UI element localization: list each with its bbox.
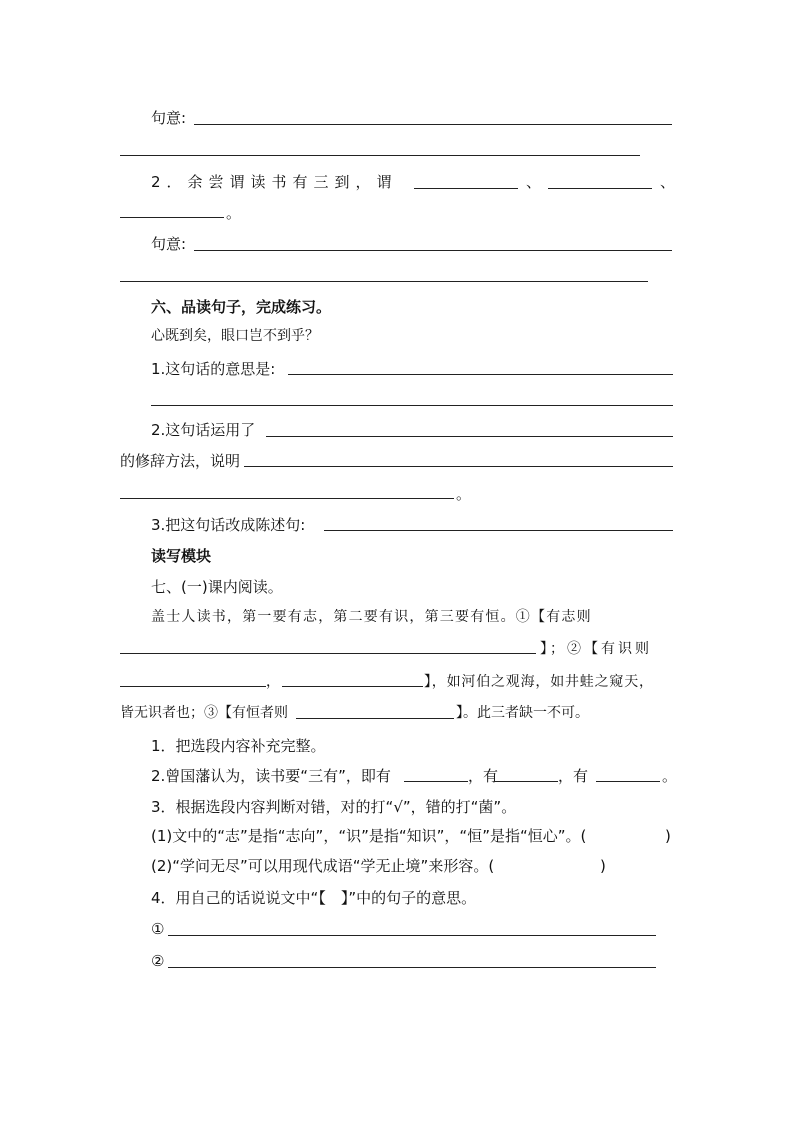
q7-heading: 七、(一)课内阅读。 bbox=[151, 578, 283, 596]
q6-explain-blank-2[interactable] bbox=[120, 498, 454, 499]
passage-line-2-end: 】；②【有识则 bbox=[540, 641, 652, 657]
passage-blank-1[interactable] bbox=[120, 653, 536, 654]
q6-item2-b: 的修辞方法，说明 bbox=[120, 452, 241, 470]
q6-heading: 六、品读句子，完成练习。 bbox=[151, 298, 332, 316]
three-have-blank-3[interactable] bbox=[596, 781, 660, 782]
q7-task2-b: ，有 bbox=[468, 767, 499, 785]
judge-item-1: (1)文中的“志”是指“志向”，“识”是指“知识”，“恒”是指“恒心”。( bbox=[151, 827, 587, 845]
q7-task1: 1．把选段内容补充完整。 bbox=[151, 737, 326, 755]
separator-2: 、 bbox=[660, 173, 676, 191]
period: 。 bbox=[226, 204, 242, 222]
passage-line-4-end: 】。此三者缺一不可。 bbox=[456, 705, 589, 721]
passage-line-1: 盖士人读书，第一要有志，第二要有识，第三要有恒。①【有志则 bbox=[151, 609, 592, 625]
three-to-blank-1[interactable] bbox=[414, 188, 518, 189]
q6-item2-a: 2.这句话运用了 bbox=[151, 421, 256, 439]
meaning-1-blank[interactable] bbox=[194, 124, 672, 125]
q7-task3: 3．根据选段内容判断对错，对的打“√”，错的打“菌”。 bbox=[151, 798, 517, 816]
answer-marker-2: ② bbox=[151, 952, 165, 970]
three-have-blank-1[interactable] bbox=[404, 781, 468, 782]
q6-rhetoric-blank[interactable] bbox=[266, 436, 673, 437]
answer-marker-1: ① bbox=[151, 920, 165, 938]
passage-line-4-start: 皆无识者也；③【有恒者则 bbox=[120, 705, 288, 721]
three-have-blank-2[interactable] bbox=[494, 781, 558, 782]
q6-quote: 心既到矣，眼口岂不到乎？ bbox=[151, 328, 319, 344]
q6-item2-end: 。 bbox=[456, 485, 472, 503]
module-title: 读写模块 bbox=[151, 547, 212, 565]
q6-item1-blank-2[interactable] bbox=[151, 405, 673, 406]
meaning-label-1: 句意: bbox=[151, 109, 187, 127]
judge-item-2: (2)“学问无尽”可以用现代成语“学无止境”来形容。( bbox=[151, 857, 495, 875]
q7-task2-c: ，有 bbox=[558, 767, 589, 785]
answer-blank-2[interactable] bbox=[168, 967, 656, 968]
answer-blank-1[interactable] bbox=[168, 935, 656, 936]
judge-item-1-close: ) bbox=[665, 827, 671, 845]
three-to-blank-2[interactable] bbox=[548, 188, 652, 189]
q6-item1: 1.这句话的意思是: bbox=[151, 360, 276, 378]
three-to-blank-3[interactable] bbox=[120, 217, 224, 218]
q6-explain-blank[interactable] bbox=[244, 466, 673, 467]
q7-task2-d: 。 bbox=[662, 767, 678, 785]
q6-item3: 3.把这句话改成陈述句: bbox=[151, 516, 306, 534]
passage-blank-3[interactable] bbox=[296, 718, 454, 719]
q7-task4: 4．用自己的话说说文中“【 】”中的句子的意思。 bbox=[151, 889, 477, 907]
judge-item-2-close: ) bbox=[600, 857, 606, 875]
q6-item1-blank[interactable] bbox=[288, 374, 673, 375]
separator-1: 、 bbox=[526, 173, 542, 191]
passage-blank-2a[interactable] bbox=[120, 686, 266, 687]
passage-comma: ， bbox=[266, 674, 280, 690]
meaning-2-blank[interactable] bbox=[194, 250, 672, 251]
q5-item2-text: 2．余尝谓读书有三到，谓 bbox=[151, 173, 398, 191]
meaning-2-blank-2[interactable] bbox=[120, 281, 648, 282]
meaning-1-blank-2[interactable] bbox=[120, 155, 640, 156]
passage-line-3-end: 】，如河伯之观海，如井蛙之窥天， bbox=[424, 674, 654, 690]
meaning-label-2: 句意: bbox=[151, 235, 187, 253]
q7-task2-a: 2.曾国藩认为，读书要“三有”，即有 bbox=[151, 767, 391, 785]
q6-declarative-blank[interactable] bbox=[324, 530, 673, 531]
passage-blank-2b[interactable] bbox=[282, 686, 423, 687]
